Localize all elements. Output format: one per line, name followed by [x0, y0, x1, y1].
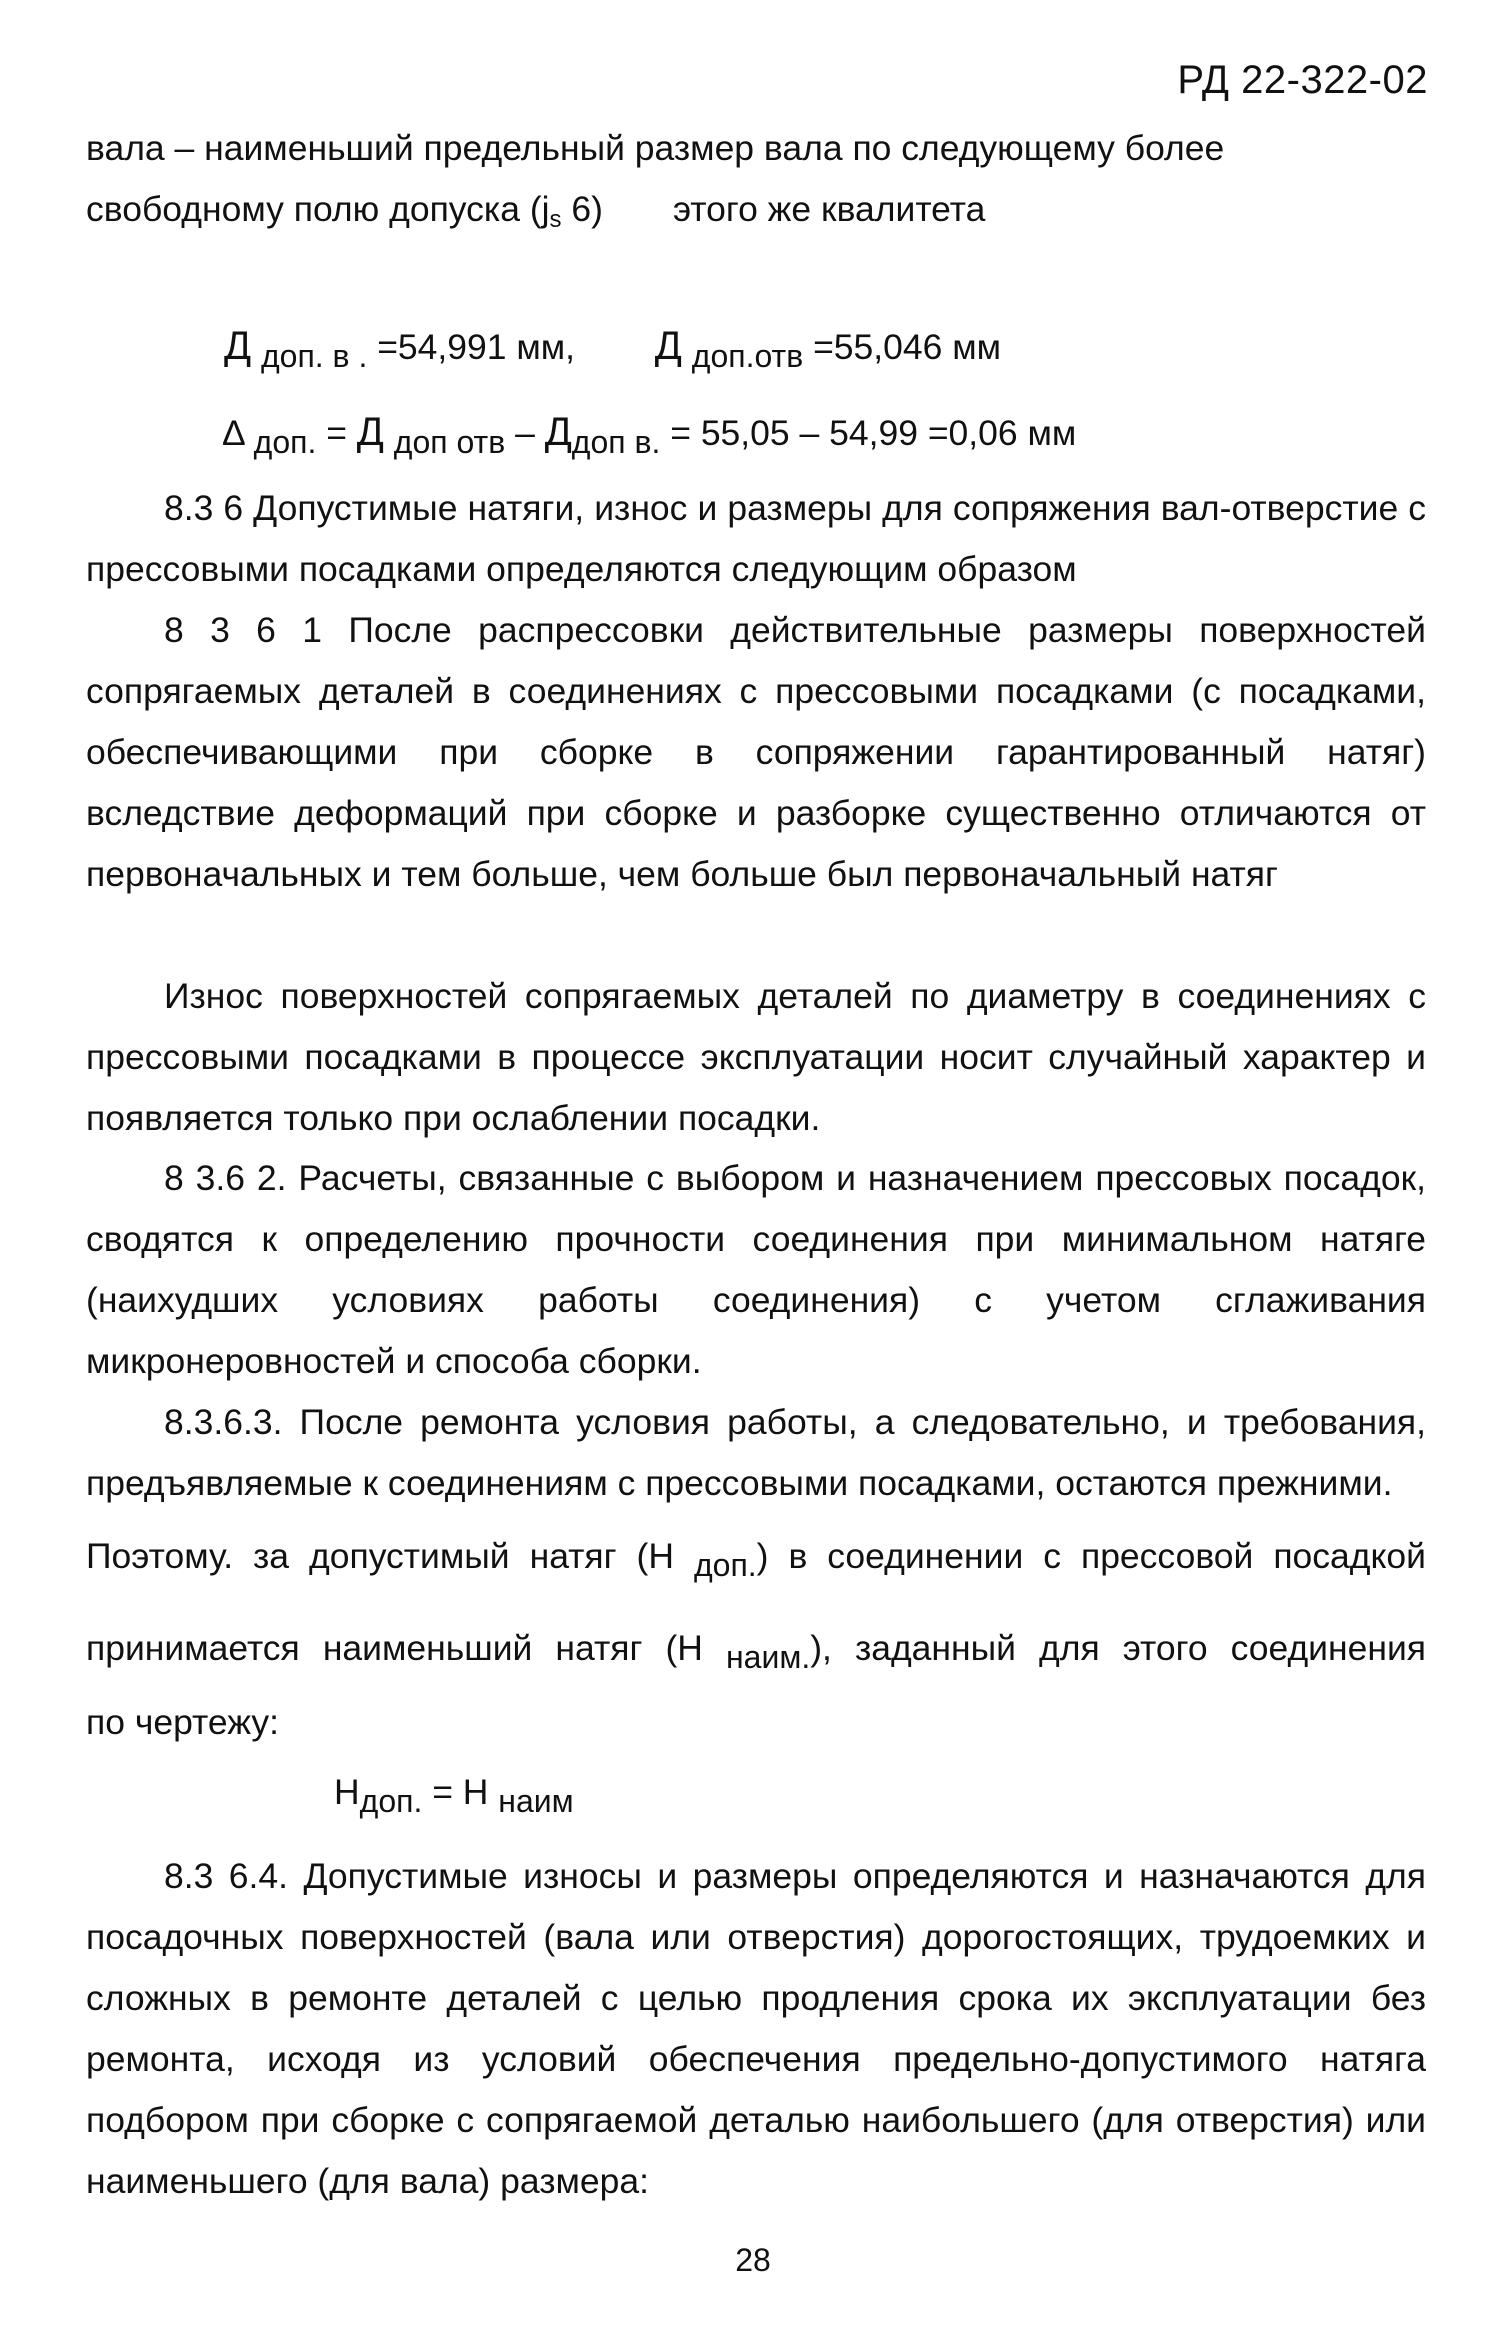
paragraph-8-3-6-4: 8.3 6.4. Допустимые износы и размеры определяются и назначаются для посадочных поверхностей (вала или отверстия) дорогостоящих, трудоемких и сложных в ремонте деталей с целью продления срока их эксплуатации без ремонта, исходя из условий обеспечения предельно-допустимого натяга подбором при сборке с сопрягаемой деталью наибольшего (для отверстия) или наименьшего (для вала) размера: — [86, 1856, 1426, 2201]
intro-line-2: свободному полю допуска (js 6) этого же квалитета — [86, 189, 986, 233]
paragraph-8-3-6-3-line2: Поэтому. за допустимый натяг (Н доп.) в соединении с прессовой посадкой — [86, 1536, 1426, 1583]
paragraph-8-3-6-3-line4: по чертежу: — [86, 1702, 279, 1742]
formula-limit-sizes: Д доп. в . =54,991 мм, Д доп.отв =55,046 мм — [224, 324, 1002, 374]
document-code: РД 22-322-02 — [1177, 58, 1428, 102]
paragraph-wear: Износ поверхностей сопрягаемых деталей по диаметру в соединениях с прессовыми посадками в процессе эксплуатации носит случайный характер и появляется только при ослаблении посадки. — [86, 976, 1426, 1138]
intro-line-1: вала – наименьший предельный размер вала по следующему более — [86, 128, 1225, 168]
paragraph-8-3-6-2: 8 3.6 2. Расчеты, связанные с выбором и назначением прессовых посадок, сводятся к определению прочности соединения при минимальном натяге (наихудших условиях работы соединения) с учетом сглаживания микронеровностей и способа сборки. — [86, 1158, 1426, 1381]
formula-delta: Δ доп. = Д доп отв – Ддоп в. = 55,05 – 54,99 =0,06 мм — [222, 410, 1077, 460]
page-number: 28 — [735, 2242, 771, 2278]
intro-paragraph — [86, 118, 1426, 244]
paragraph-8-3-6-3-line1: 8.3.6.3. После ремонта условия работы, а следовательно, и требования, предъявляемые к соединениям с прессовыми посадками, остаются прежними. — [86, 1402, 1426, 1503]
formula-interference: Ндоп. = Н наим — [334, 1772, 574, 1819]
paragraph-8-3-6: 8.3 6 Допустимые натяги, износ и размеры для сопряжения вал-отверстие с прессовыми посадками определяются следующим образом — [86, 488, 1426, 589]
paragraph-8-3-6-3-line3: принимается наименьший натяг (Н наим.), заданный для этого соединения — [86, 1628, 1427, 1675]
paragraph-8-3-6-1: 8 3 6 1 После распрессовки действительные размеры поверхностей сопрягаемых деталей в соединениях с прессовыми посадками (с посадками, обеспечивающими при сборке в сопряжении гарантированный натяг) вследствие деформаций при сборке и разборке существенно отличаются от первоначальных и тем больше, чем больше был первоначальный натяг — [86, 610, 1426, 894]
paragraph-8-3-6-3 — [86, 1392, 1426, 1753]
